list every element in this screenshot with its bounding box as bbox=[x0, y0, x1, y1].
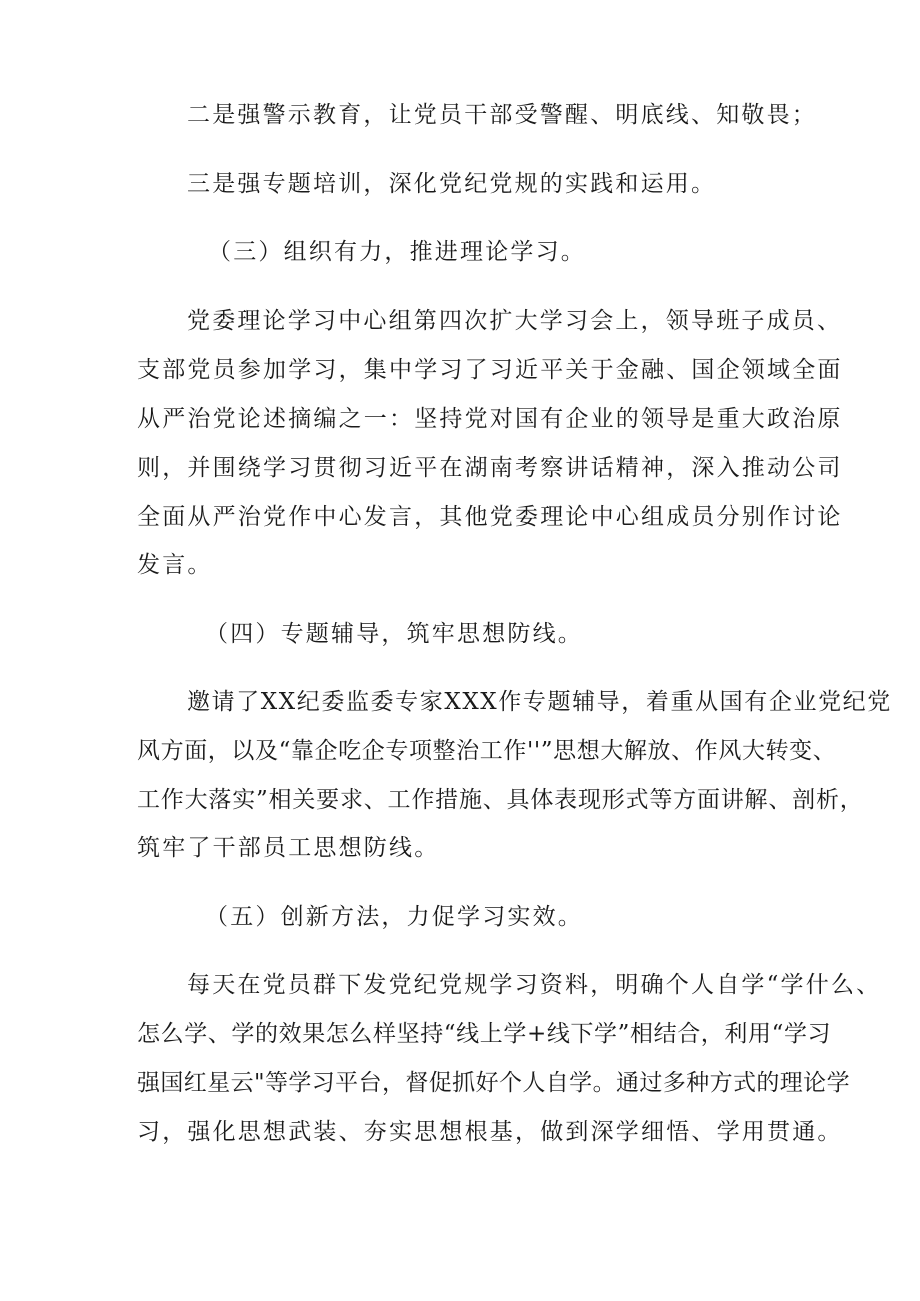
section-heading: （五）创新方法，力促学习实效。 bbox=[205, 904, 583, 930]
text-line: 全面从严治党作中心发言，其他党委理论中心组成员分别作讨论 bbox=[137, 504, 843, 530]
text-line: 支部党员参加学习，集中学习了习近平关于金融、国企领域全面 bbox=[137, 357, 843, 383]
text-line: 从严治党论述摘编之一：坚持党对国有企业的领导是重大政治原 bbox=[137, 406, 843, 432]
text-line: 二是强警示教育，让党员干部受警醒、明底线、知敬畏； bbox=[187, 102, 817, 128]
text-line: 怎么学、学的效果怎么样坚持“线上学+线下学”相结合，利用“学习 bbox=[137, 1021, 832, 1047]
text-line: 三是强专题培训，深化党纪党规的实践和运用。 bbox=[187, 171, 717, 197]
section-heading: （三）组织有力，推进理论学习。 bbox=[208, 239, 586, 265]
text-line: 筑牢了干部员工思想防线。 bbox=[137, 835, 440, 861]
text-line: 风方面，以及“靠企吃企专项整治工作''”思想大解放、作风大转变、 bbox=[137, 738, 837, 764]
text-line: 工作大落实”相关要求、工作措施、具体表现形式等方面讲解、剖析， bbox=[137, 787, 864, 813]
text-line: 党委理论学习中心组第四次扩大学习会上，领导班子成员、 bbox=[187, 308, 843, 334]
text-line: 习，强化思想武装、夯实思想根基，做到深学细悟、学用贯通。 bbox=[137, 1119, 843, 1145]
text-line: 邀请了XX纪委监委专家XXX作专题辅导，着重从国有企业党纪党 bbox=[187, 689, 892, 715]
section-heading: （四）专题辅导，筑牢思想防线。 bbox=[205, 621, 583, 647]
text-line: 发言。 bbox=[137, 552, 213, 578]
text-line: 则，并围绕学习贯彻习近平在湖南考察讲话精神，深入推动公司 bbox=[137, 455, 843, 481]
text-line: 每天在党员群下发党纪党规学习资料，明确个人自学“学什么、 bbox=[187, 972, 882, 998]
text-line: 强国红星云"等学习平台，督促抓好个人自学。通过多种方式的理论学 bbox=[137, 1070, 850, 1096]
